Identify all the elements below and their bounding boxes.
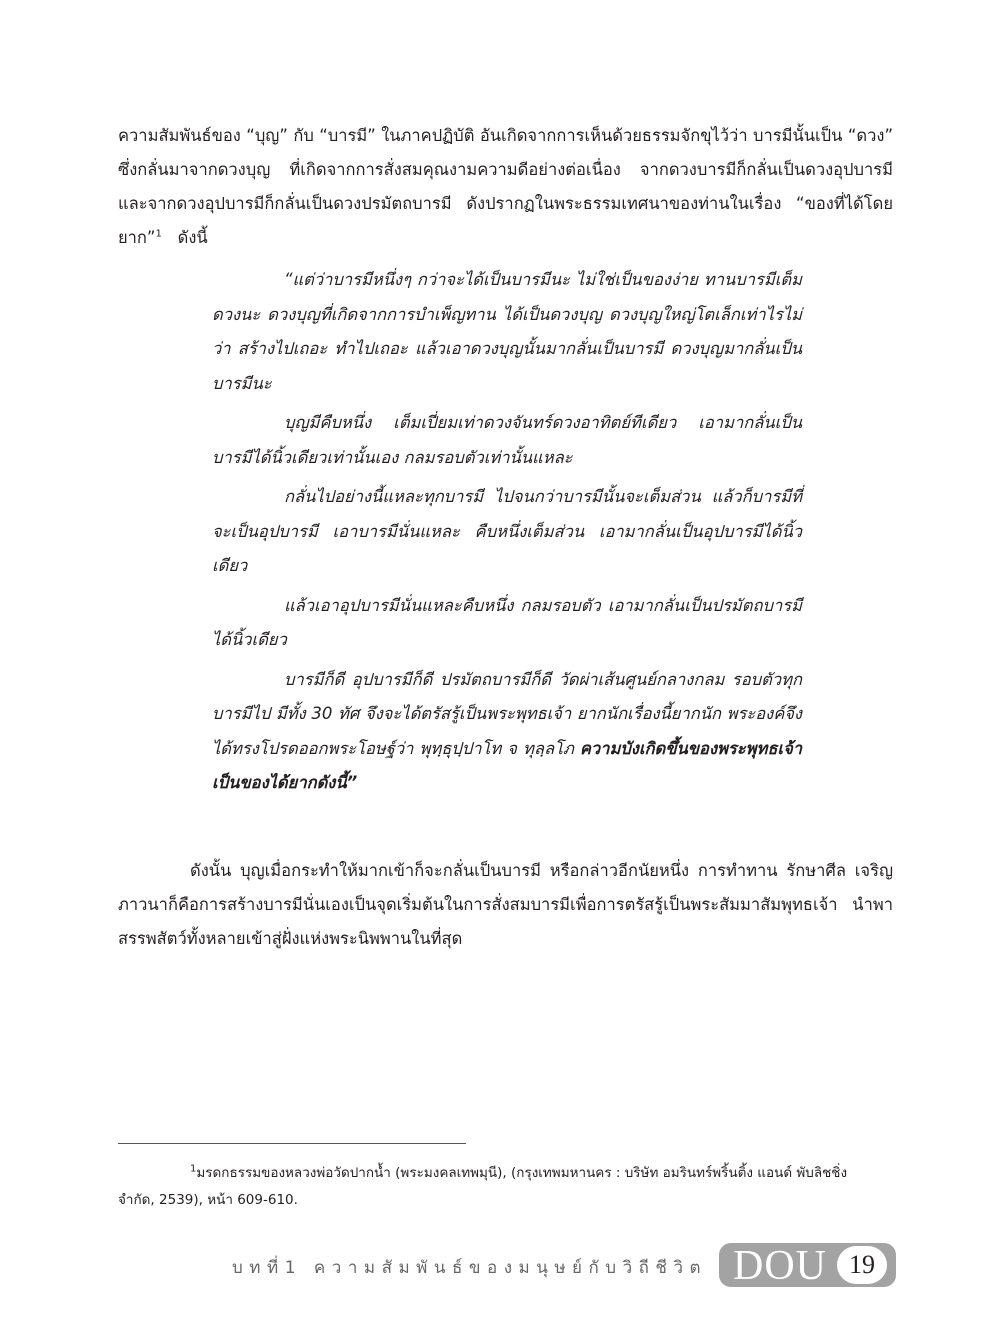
footnote-line-1: $^1$มรดกธรรมของหลวงพ่อวัดปากน้ำ (พระมงคลเทพมุนี), (กรุงเทพมหานคร : บริษัท อมรินทร์พริ้นติ้ง แอนด์ พับลิชชิ่ง <box>190 1163 848 1181</box>
intro-text: ความสัมพันธ์ของ “บุญ” กับ “บารมี” ในภาคปฏิบัติ อันเกิดจากการเห็นด้วยธรรมจักขุไว้ว่า บารมีนั้นเป็น “ดวง” ซึ่งกลั่นมาจากดวงบุญ ที่เกิดจากการสั่งสมคุณงามความดีอย่างต่อเนื่อง จากดวงบารมีก็กลั่นเป็นดวงอุปบารมี และจากดวงอุปบารมีก็กลั่นเป็นดวงปรมัตถบารมี ดังปรากฏในพระธรรมเทศนาของท่านในเรื่อง “ของที่ได้โดยยาก” <box>118 126 893 247</box>
footnote-line-2: จำกัด, 2539), หน้า 609-610. <box>118 1192 298 1208</box>
dou-logo-text: DOU <box>733 1243 827 1289</box>
quotation-block <box>212 263 802 806</box>
quote-bold-conclusion: ความบังเกิดขึ้นของพระพุทธเจ้าเป็นของได้ยากดังนี้” <box>212 738 802 792</box>
dou-page-badge <box>719 1243 896 1287</box>
quote-last-paragraph <box>212 663 802 801</box>
conclusion-paragraph: ดังนั้น บุญเมื่อกระทำให้มากเข้าก็จะกลั่นเป็นบารมี หรือกล่าวอีกนัยหนึ่ง การทำทาน รักษาศีล เจริญภาวนาก็คือการสร้างบารมีนั่นเองเป็นจุดเริ่มต้นในการสั่งสมบารมีเพื่อการตรัสรู้เป็นพระสัมมาสัมพุทธเจ้า นำพาสรรพสัตว์ทั้งหลายเข้าสู่ฝั่งแห่งพระนิพพานในที่สุด <box>118 861 893 948</box>
chapter-title-footer: บทที่1 ความสัมพันธ์ของมนุษย์กับวิถีชีวิต <box>232 1258 708 1278</box>
quote-paragraph: กลั่นไปอย่างนี้แหละทุกบารมี ไปจนกว่าบารมีนั้นจะเต็มส่วน แล้วก็บารมีที่จะเป็นอุปบารมี เอาบารมีนั่นแหละ คืบหนึ่งเต็มส่วน เอามากลั่นเป็นอุปบารมีได้นิ้วเดียว <box>212 487 802 575</box>
intro-tail: ดังนี้ <box>177 228 208 247</box>
quote-last-text: บารมีก็ดี อุปบารมีก็ดี ปรมัตถบารมีก็ดี วัดผ่าเส้นศูนย์กลางกลม รอบตัวทุกบารมีไป มีทั้ง 30 ทัศ จึงจะได้ตรัสรู้เป็นพระพุทธเจ้า ยากนักเรื่องนี้ยากนัก พระองค์จึงได้ทรงโปรดออกพระโอษฐ์ว่า พุทฺธุปฺปาโท จ ทุลฺลโภ <box>212 669 802 758</box>
footnote-reference[interactable]: 1 <box>155 228 162 240</box>
quote-paragraph: “แต่ว่าบารมีหนึ่งๆ กว่าจะได้เป็นบารมีนะ ไม่ใช่เป็นของง่าย ทานบารมีเต็มดวงนะ ดวงบุญที่เกิดจากการบำเพ็ญทาน ได้เป็นดวงบุญ ดวงบุญใหญ่โตเล็กเท่าไรไม่ว่า สร้างไปเถอะ ทำไปเถอะ แล้วเอาดวงบุญนั้นมากลั่นเป็นบารมี ดวงบุญมากลั่นเป็นบารมีนะ <box>212 270 802 393</box>
quote-paragraph: แล้วเอาอุปบารมีนั่นแหละคืบหนึ่ง กลมรอบตัว เอามากลั่นเป็นปรมัตถบารมีได้นิ้วเดียว <box>212 595 802 649</box>
intro-paragraph <box>118 119 893 255</box>
footnote <box>118 1160 893 1214</box>
footnote-number: 1 <box>190 1163 197 1175</box>
page-number: 19 <box>837 1246 887 1284</box>
quote-paragraph: บุญมีคืบหนึ่ง เต็มเปี่ยมเท่าดวงจันทร์ดวงอาทิตย์ทีเดียว เอามากลั่นเป็นบารมีได้นิ้วเดียวเท่านั้นเอง กลมรอบตัวเท่านั้นแหละ <box>212 413 802 467</box>
footnote-divider <box>118 1143 466 1144</box>
